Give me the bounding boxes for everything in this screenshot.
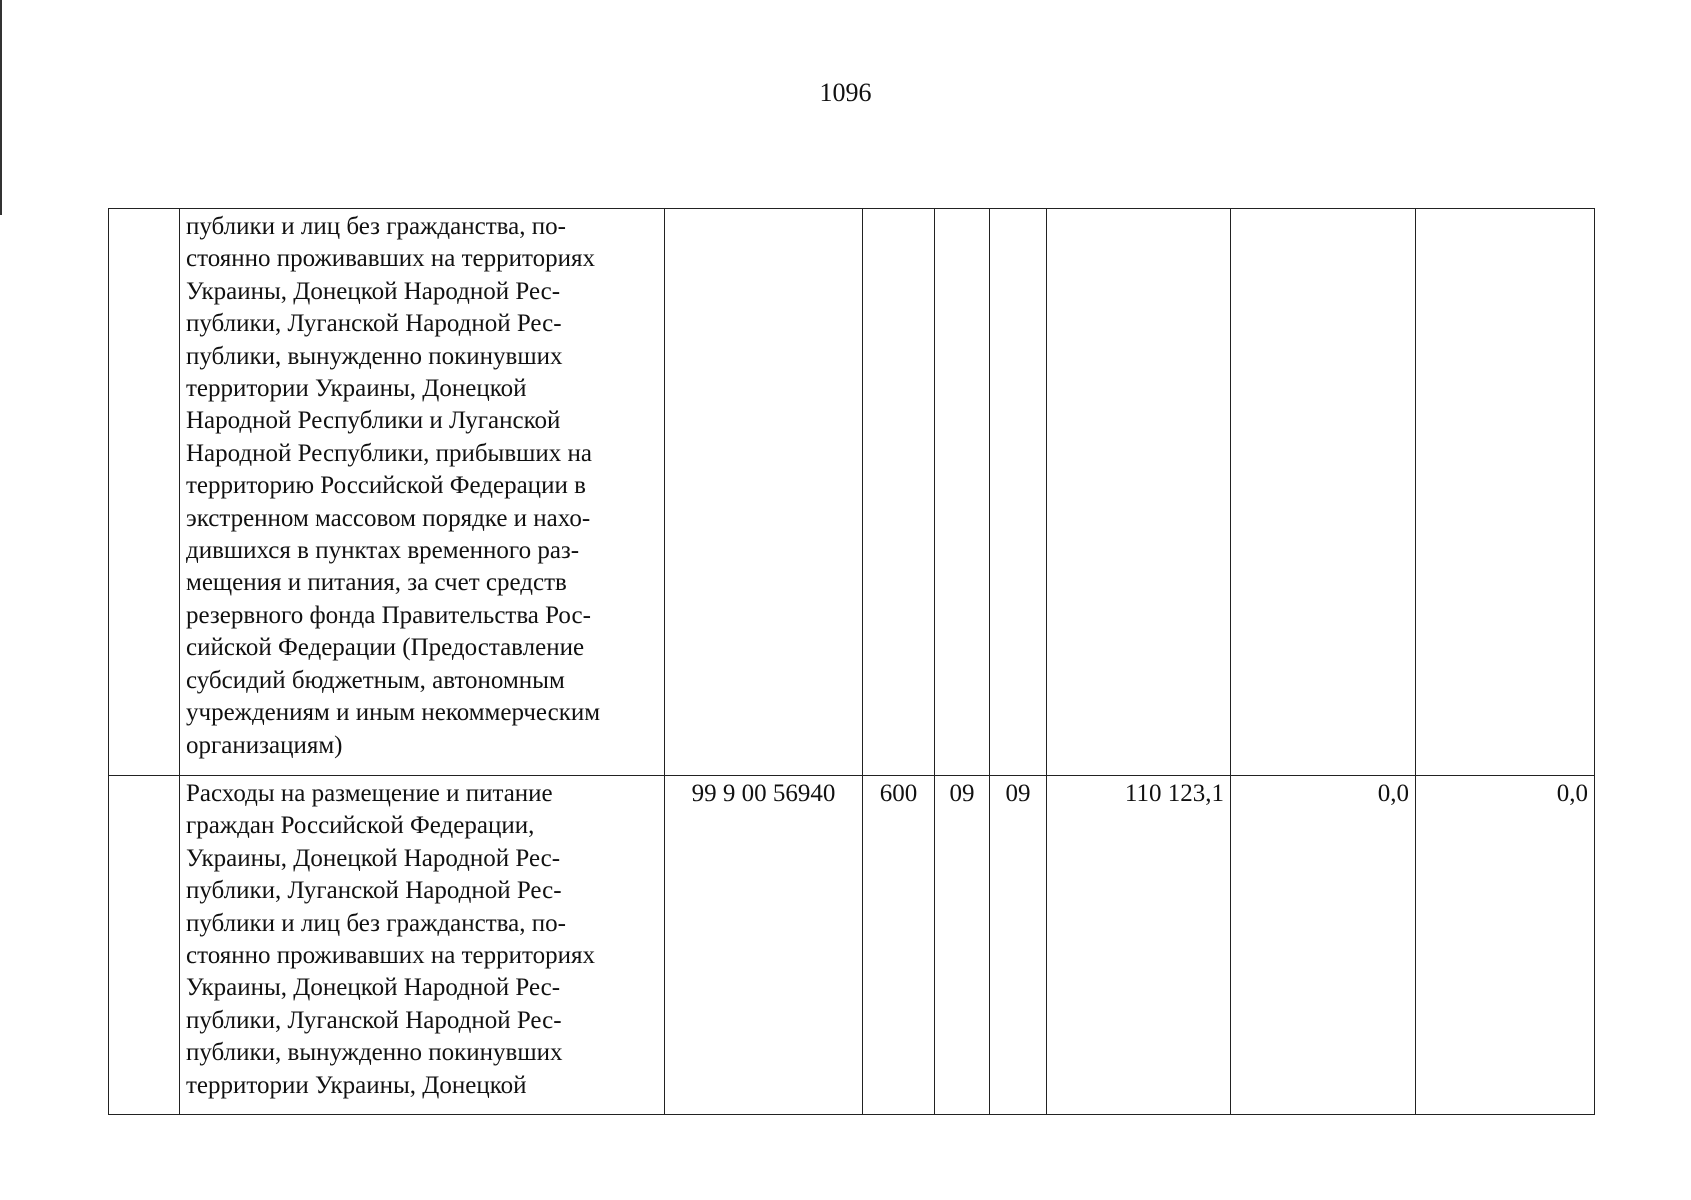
description-line: публики, вынужденно покинувших: [186, 342, 563, 370]
description-line: территории Украины, Донецкой: [186, 375, 527, 403]
expense-type-code-cell: [863, 209, 935, 776]
page-number: 1096: [819, 78, 872, 107]
description-line: территории Украины, Донецкой: [186, 1071, 527, 1099]
expense-type-code-cell: 600: [863, 776, 935, 1115]
description-line: Народной Республики, прибывших на: [186, 439, 593, 467]
subsection-code-cell: [990, 209, 1047, 776]
row-index-cell: [109, 776, 180, 1115]
budget-table: [108, 208, 1595, 1115]
description-cell: [180, 209, 665, 776]
amount-cell-2: 0,0: [1231, 776, 1416, 1115]
description-line: организациям): [186, 731, 343, 759]
target-article-code-cell: 99 9 00 56940: [665, 776, 863, 1115]
description-line: Украины, Донецкой Народной Рес-: [186, 277, 561, 305]
section-code-cell: 09: [935, 776, 990, 1115]
description-line: стоянно проживавших на территориях: [186, 245, 595, 273]
subsection-code-cell: 09: [990, 776, 1047, 1115]
description-line: Украины, Донецкой Народной Рес-: [186, 974, 561, 1002]
amount-cell-3: [1416, 209, 1595, 776]
description-line: граждан Российской Федерации,: [186, 812, 535, 840]
section-code-cell: [935, 209, 990, 776]
description-line: публики и лиц без гражданства, по-: [186, 213, 566, 240]
description-line: публики, вынужденно покинувших: [186, 1039, 563, 1067]
target-article-code-cell: [665, 209, 863, 776]
description-line: публики и лиц без гражданства, по-: [186, 909, 566, 937]
table-row: [109, 209, 1595, 776]
description-line: Расходы на размещение и питание: [186, 780, 553, 807]
description-line: резервного фонда Правительства Рос-: [186, 601, 591, 629]
description-line: Украины, Донецкой Народной Рес-: [186, 844, 561, 872]
description-line: публики, Луганской Народной Рес-: [186, 310, 562, 338]
description-line: публики, Луганской Народной Рес-: [186, 877, 562, 905]
description-line: экстренном массовом порядке и нахо-: [186, 504, 591, 532]
amount-cell-3: 0,0: [1416, 776, 1595, 1115]
description-line: территорию Российской Федерации в: [186, 472, 586, 500]
row-index-cell: [109, 209, 180, 776]
description-line: публики, Луганской Народной Рес-: [186, 1006, 562, 1034]
description-line: дившихся в пунктах временного раз-: [186, 537, 580, 565]
description-line: субсидий бюджетным, автономным: [186, 666, 565, 694]
description-line: сийской Федерации (Предоставление: [186, 634, 585, 662]
description-line: Народной Республики и Луганской: [186, 407, 561, 435]
description-line: стоянно проживавших на территориях: [186, 942, 595, 970]
amount-cell-1: [1047, 209, 1231, 776]
amount-cell-1: 110 123,1: [1047, 776, 1231, 1115]
amount-cell-2: [1231, 209, 1416, 776]
description-line: учреждениям и иным некоммерческим: [186, 699, 601, 727]
description-cell: [180, 776, 665, 1115]
table-row: [109, 776, 1595, 1115]
description-line: мещения и питания, за счет средств: [186, 569, 567, 597]
